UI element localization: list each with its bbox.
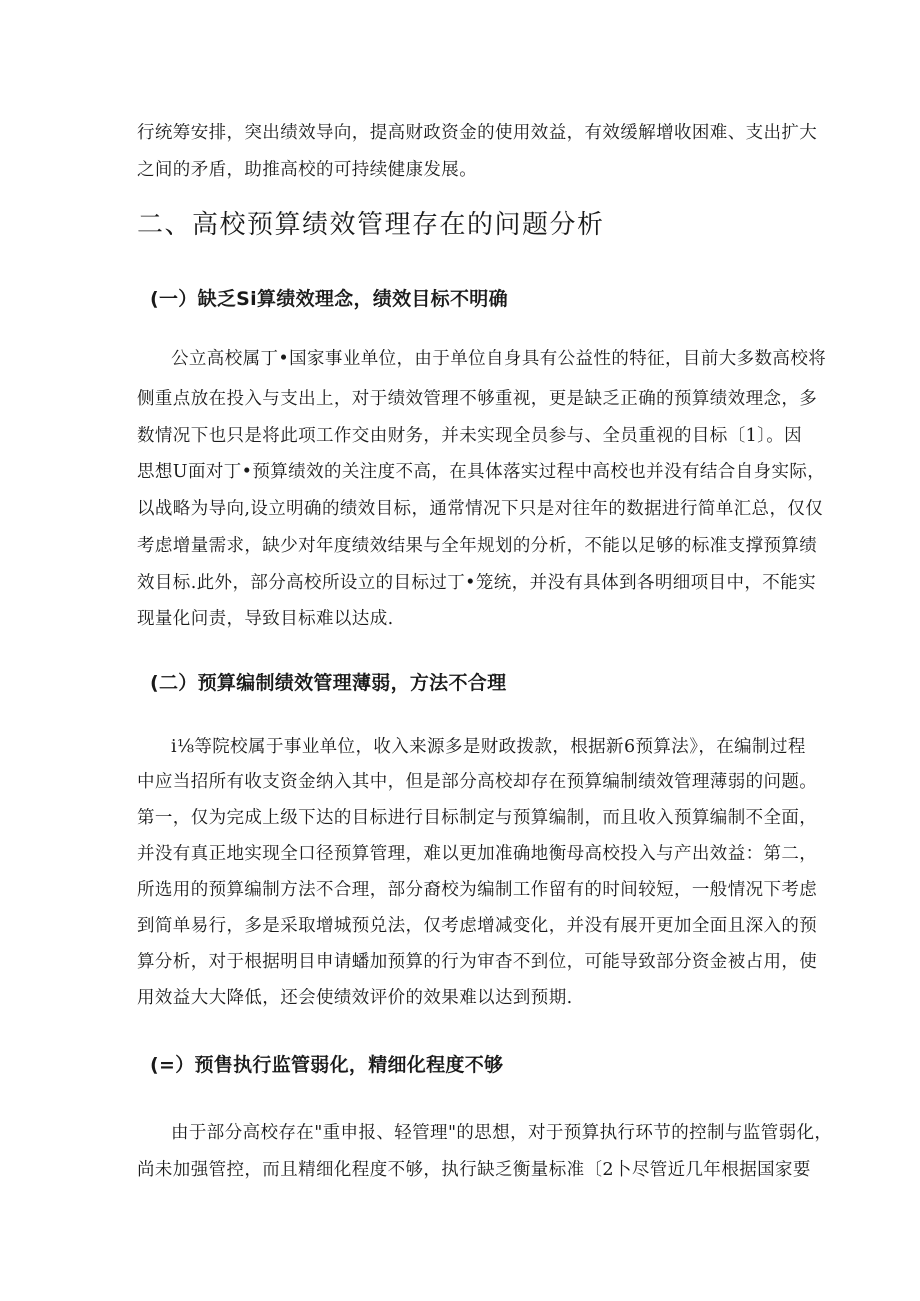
paragraph-line: 用效益大大降低，还会使绩效评价的效果难以达到预期. [137, 988, 573, 1008]
paragraph-line: 到简单易行，多是采取增城预兑法，仅考虑增减变化，并没有展开更加全面且深入的预 [137, 916, 818, 936]
paragraph-line: 思想U面对丁•预算绩效的关注度不高，在具体落实过程中高校也并没有结合自身实际， [137, 462, 826, 482]
paragraph-line: 公立高校属丁•国家事业单位，由于单位自身具有公益性的特征，目前大多数高校将 [171, 349, 827, 369]
paragraph-line: 并没有真正地实现全口径预算管理，难以更加准确地衡母高校投入与产出效益：第二， [137, 844, 818, 864]
paragraph-line: 之间的矛盾，助推高校的可持续健康发展。 [137, 160, 478, 180]
paragraph-line: 算分析，对于根据明目申请蟠加预算的行为审杳不到位，可能导致部分资金被占用，使 [137, 952, 818, 972]
paragraph-line: 效目标.此外，部分高校所设立的目标过丁•笼统，并没有具体到各明细项目中，不能实 [137, 573, 816, 593]
paragraph-line: 所选用的预算编制方法不合理，部分裔校为编制工作留有的时间较短，一般情况下考虑 [137, 880, 818, 900]
paragraph-line: 由于部分高校存在"重申报、轻管理"的思想，对于预算执行环节的控制与监管弱化， [171, 1123, 833, 1143]
paragraph-line: 尚未加强管控，而且精细化程度不够，执行缺乏衡量标准〔2卜尽管近几年根据国家要 [137, 1160, 811, 1180]
paragraph-line: 以战略为导向,设立明确的绩效目标，通常情况下只是对往年的数据进行简单汇总，仅仅 [137, 499, 824, 519]
paragraph-line: i⅛等院校属于事业单位，收入来源多是财政拨款，根据新6预算法》，在编制过程 [171, 737, 806, 757]
section-title: 二、高校预算绩效管理存在的问题分析 [137, 210, 605, 240]
paragraph-line: 第一，仅为完成上级下达的目标进行目标制定与预算编制，而且收入预算编制不全面， [137, 808, 818, 828]
paragraph-line: 侧重点放在投入与支出上，对于绩效管理不够重视，更是缺乏正确的预算绩效理念，多 [137, 389, 818, 409]
paragraph-line: 现量化问责，导致目标难以达成. [137, 609, 394, 629]
paragraph-line: 考虑增量需求，缺少对年度绩效结果与全年规划的分析，不能以足够的标准支撑预算绩 [137, 536, 818, 556]
subsection-heading-3: (=）预售执行监管弱化，精细化程度不够 [150, 1054, 504, 1076]
paragraph-line: 中应当招所有收支资金纳入其中，但是部分高校却存在预算编制绩效管理薄弱的问题。 [137, 772, 818, 792]
subsection-heading-2: (二）预算编制绩效管理薄弱，方法不合理 [150, 672, 507, 694]
paragraph-line: 行统筹安排，突出绩效导向，提高财政资金的使用效益，有效缓解增收困难、支出扩大 [137, 123, 818, 143]
paragraph-line: 数情况下也只是将此项工作交由财务，并未实现全员参与、全员重视的目标〔1〕。因 [137, 426, 803, 446]
subsection-heading-1: (一）缺乏Si算绩效理念，绩效目标不明确 [150, 288, 508, 310]
